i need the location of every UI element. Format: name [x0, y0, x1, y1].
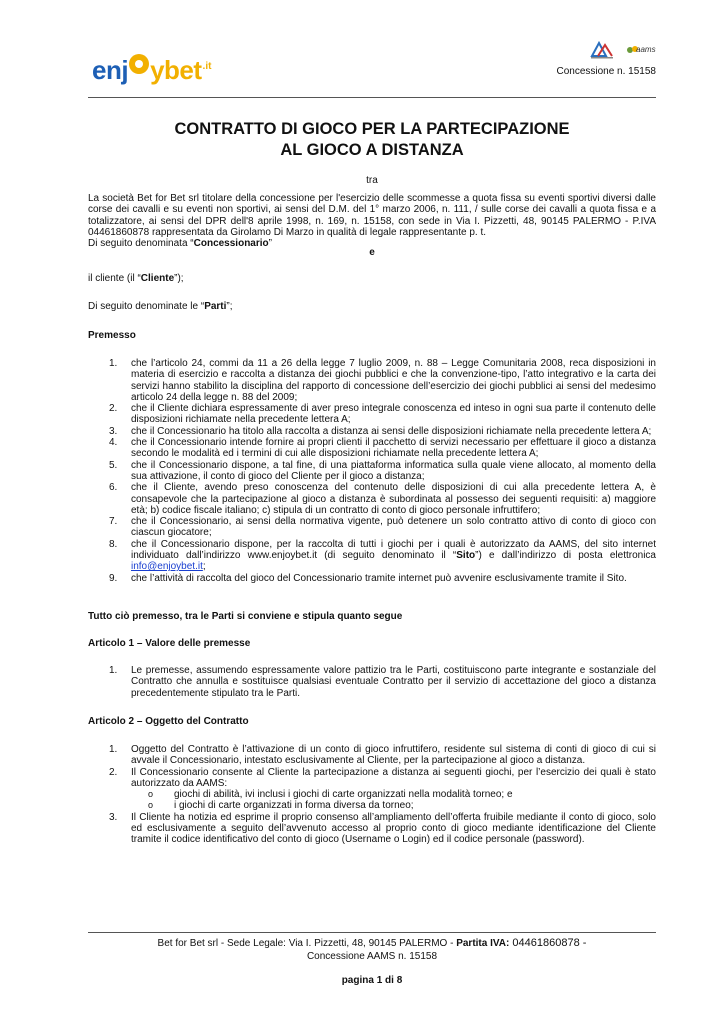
article-2-heading: Articolo 2 – Oggetto del Contratto: [88, 716, 249, 727]
logo-o-icon: [129, 54, 149, 74]
list-item: 1. che l’articolo 24, commi da 11 a 26 della legge 7 luglio 2009, n. 88 – Legge Comunitaria 2008, reca disposizioni in materia di esercizio e raccolta a distanza dei giochi pubblici e che la convenzione-tipo, l’atto integrativo e la carta dei servizi hanno stabilito la disciplina del rapporto di concessione dell’esercizio dei giochi pubblici ai sensi del medesimo articolo 24 della legge n. 88 del 2009;: [109, 358, 656, 403]
list-item: 3. Il Cliente ha notizia ed esprime il proprio consenso all’ampliamento dell’offerta fruibile mediante il conto di gioco, solo ed esclusivamente a seguito dell’avvenuto accesso al proprio conto di gioco mediante identificazione del Cliente tramite il codice identificativo del conto di gioco (Username o Login) ed il codice personale (password).: [109, 811, 656, 846]
header-divider: [88, 97, 656, 98]
parti-definition: Di seguito denominate le “Parti”;: [88, 301, 233, 312]
list-item: 1. Le premesse, assumendo espressamente valore pattizio tra le Parti, costituiscono parte integrante e sostanziale del Contratto che annulla e sostituisce qualsiasi eventuale Contratto per il servizio di accettazione del gioco a distanza precedentemente stipulato tra le Parti.: [109, 665, 656, 699]
list-item: 9. che l’attività di raccolta del gioco del Concessionario tramite internet può avvenire esclusivamente tramite il Sito.: [109, 572, 627, 584]
list-item: 5. che il Concessionario dispone, a tal fine, di una piattaforma informatica sulla quale viene allocato, al momento della sua attivazione, il conto di gioco del Cliente per il gioco a distanza;: [109, 459, 656, 482]
footer-line2: Concessione AAMS n. 15158: [306, 951, 438, 962]
list-item: 1. Oggetto del Contratto è l’attivazione di un conto di gioco infruttifero, residente sul sistema di conti di gioco di cui si avvale il Concessionario, intestato esclusivamente al Cliente, per la partecipazione al gioco a distanza.: [109, 744, 656, 767]
document-title-line2: AL GIOCO A DISTANZA: [280, 141, 464, 159]
cliente-definition: il cliente (il “Cliente”);: [88, 273, 184, 284]
intro-paragraph: La società Bet for Bet srl titolare della concessione per l'esercizio delle scommesse a quota fissa su eventi sportivi diversi dalle corse dei cavalli e su eventi non sportivi, ai sensi del D.M. del 1° marzo 2006, n. 111, / sulle corse dei cavalli a quota fissa e a totalizzatore, ai sensi del DPR dell'8 aprile 1998, n. 169, n. 15158, con sede in Via I. Pizzetti, 48, 90145 PALERMO - P.IVA 04461860878 rappresentata da Girolamo Di Marzo in qualità di legale rappresentante p. t.: [88, 193, 656, 238]
list-item: 4. che il Concessionario intende fornire ai propri clienti il pacchetto di servizi necessario per effettuare il gioco a distanza secondo le modalità ed i termini di cui alle disposizioni richiamate nella precedente lettera A;: [109, 437, 656, 460]
tra-label: tra: [366, 175, 378, 186]
footer-divider: [88, 932, 656, 933]
article-1-list: [88, 665, 656, 699]
header-concessione: Concessione n. 15158: [556, 66, 656, 77]
footer-line1: Bet for Bet srl - Sede Legale: Via I. Pizzetti, 48, 90145 PALERMO - Partita IVA: 04461860878 -: [157, 937, 587, 949]
email-link[interactable]: info@enjoybet.it: [131, 561, 203, 573]
page-number: pagina 1 di 8: [341, 975, 403, 986]
list-item: 2. Il Concessionario consente al Cliente la partecipazione a distanza ai seguenti giochi, per l’esercizio dei quali è stato autorizzato da AAMS: o giochi di abilità, ivi inclusi i giochi di carte organizzati nella modalità torneo; e o i giochi di carte organizzati in forma diversa da torneo;: [109, 766, 656, 812]
logo-text-part3: .it: [202, 60, 212, 72]
article-2-list: [88, 744, 656, 846]
premesso-heading: Premesso: [88, 330, 136, 341]
list-item: 8. che il Concessionario dispone, per la raccolta di tutti i giochi per i quali è autorizzato da AAMS, del sito internet individuato dall’indirizzo www.enjoybet.it (di seguito denominato il “Sito”) e dall’indirizzo di posta elettronica info@enjoybet.it;: [109, 538, 656, 573]
list-item: 3. che il Concessionario ha titolo alla raccolta a distanza ai sensi delle disposizioni richiamate nella precedente lettera A;: [109, 425, 652, 437]
enjoybet-logo: [92, 46, 212, 85]
aams-logo-icon: aams: [636, 45, 656, 54]
document-title-line1: CONTRATTO DI GIOCO PER LA PARTECIPAZIONE: [174, 120, 570, 138]
list-item: 6. che il Cliente, avendo preso conoscenza del contenuto delle disposizioni di cui alla precedente lettera A, è consapevole che la partecipazione al gioco a distanza è subordinata al possesso dei seguenti requisiti: a) maggiore età; b) codice fiscale italiano; c) stipula di un contratto di conto di gioco personale infruttifero;: [109, 482, 656, 516]
sub-list-item: o giochi di abilità, ivi inclusi i giochi di carte organizzati nella modalità torneo; e: [148, 789, 513, 801]
logo-text-part2: ybet: [150, 54, 202, 85]
premesso-list: [88, 358, 656, 584]
list-item: 7. che il Concessionario, ai sensi della normativa vigente, può detenere un solo contratto attivo di conto di gioco con ciascun giocatore;: [109, 516, 656, 539]
article-1-heading: Articolo 1 – Valore delle premesse: [88, 638, 251, 649]
logo-text-part1: enj: [92, 54, 129, 85]
e-label: e: [369, 247, 375, 258]
concessionario-definition: Di seguito denominata “Concessionario”: [88, 238, 272, 249]
sub-list: [145, 789, 656, 812]
tutto-cio-heading: Tutto ciò premesso, tra le Parti si conviene e stipula quanto segue: [88, 611, 403, 622]
list-item: 2. che il Cliente dichiara espressamente di aver preso integrale conoscenza ed inteso in ogni sua parte il contenuto delle disposizioni richiamate nella precedente lettera A;: [109, 403, 656, 426]
sub-list-item: o i giochi di carte organizzati in forma diversa da torneo;: [148, 800, 414, 812]
